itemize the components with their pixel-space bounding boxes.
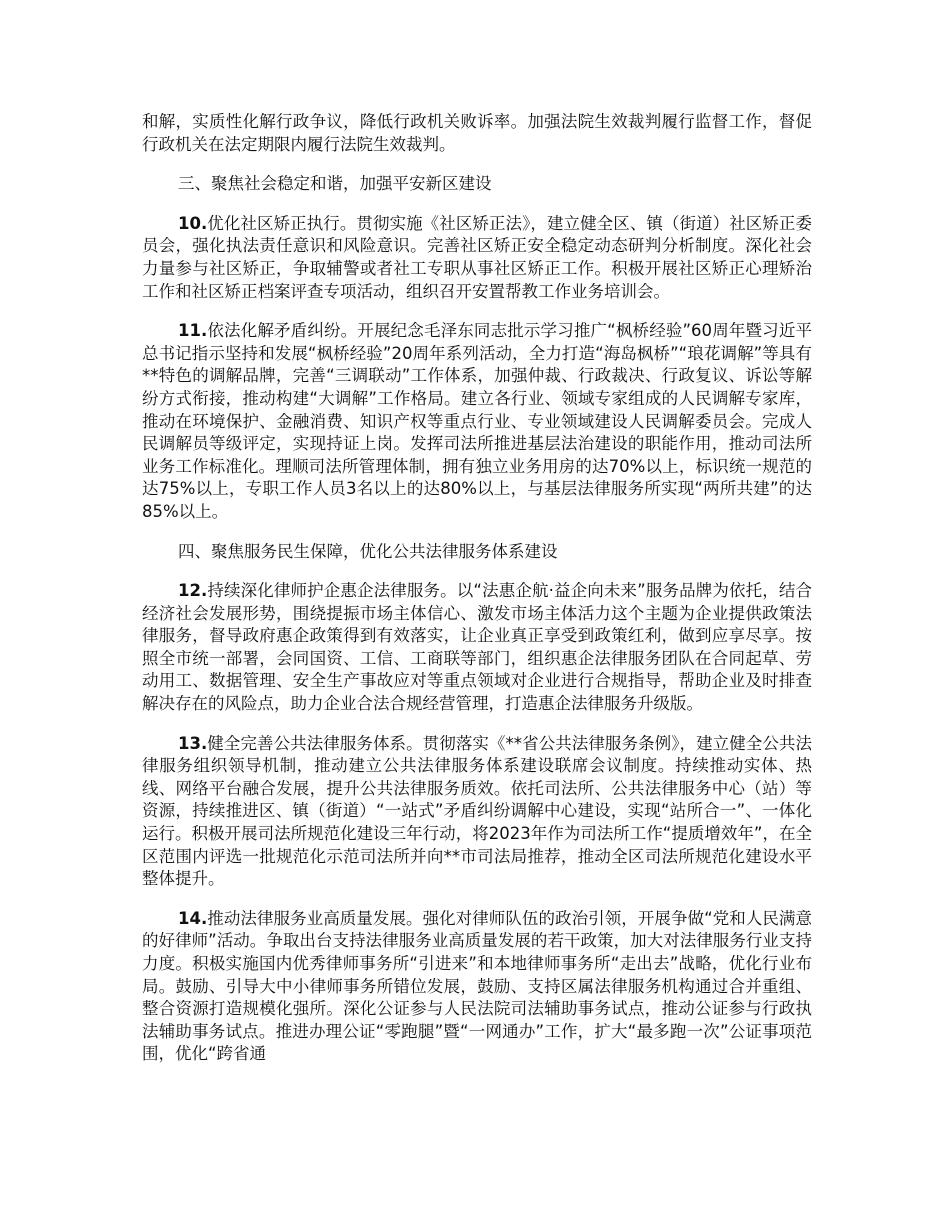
item-number: 12. <box>178 581 208 601</box>
item-number: 14. <box>178 908 208 928</box>
item-text: 健全完善公共法律服务体系。贯彻落实《**省公共法律服务条例》，建立健全公共法律服务组织领导机制，推动建立公共法律服务体系建设联席会议制度。持续推动实体、热线、网络平台融合发展，提升公共法律服务质效。依托司法所、公共法律服务中心（站）等资源，持续推进区、镇（街道）“一站式”矛盾纠纷调解中心建设，实现“站所合一”、一体化运行。积极开展司法所规范化建设三年行动，将2023年作为司法所工作“提质增效年”，在全区范围内评选一批规范化示范司法所并向**市司法局推荐，推动全区司法所规范化建设水平整体提升。 <box>142 733 812 889</box>
item-number: 11. <box>178 321 208 341</box>
continuation-paragraph: 和解，实质性化解行政争议，降低行政机关败诉率。加强法院生效裁判履行监督工作，督促行政机关在法定期限内履行法院生效裁判。 <box>142 112 812 154</box>
item-text: 依法化解矛盾纠纷。开展纪念毛泽东同志批示学习推广“枫桥经验”60周年暨习近平总书记指示坚持和发展“枫桥经验”20周年系列活动，全力打造“海岛枫桥”“琅花调解”等具有**特色的调解品牌，完善“三调联动”工作体系，加强仲裁、行政裁决、行政复议、诉讼等解纷方式衔接，推动构建“大调解”工作格局。建立各行业、领域专家组成的人民调解专家库，推动在环境保护、金融消费、知识产权等重点行业、专业领域建设人民调解委员会。完成人民调解员等级评定，实现持证上岗。发挥司法所推进基层法治建设的职能作用，推动司法所业务工作标准化。理顺司法所管理体制，拥有独立业务用房的达70%以上，标识统一规范的达75%以上，专职工作人员3名以上的达80%以上，与基层法律服务所实现“两所共建”的达85%以上。 <box>142 321 812 521</box>
item-13-paragraph <box>142 733 812 891</box>
item-11-paragraph <box>142 320 812 523</box>
item-10-paragraph <box>142 213 812 303</box>
item-text: 持续深化律师护企惠企法律服务。以“法惠企航·益企向未来”服务品牌为依托，结合经济社会发展形势，围绕提振市场主体信心、激发市场主体活力这个主题为企业提供政策法律服务，督导政府惠企政策得到有效落实，让企业真正享受到政策红利，做到应享尽享。按照全市统一部署，会同国资、工信、工商联等部门，组织惠企法律服务团队在合同起草、劳动用工、数据管理、安全生产事故应对等重点领域对企业进行合规指导，帮助企业及时排查解决存在的风险点，助力企业合法合规经营管理，打造惠企法律服务升级版。 <box>142 581 812 714</box>
item-number: 10. <box>178 213 208 233</box>
section-heading-4: 四、聚焦服务民生保障，优化公共法律服务体系建设 <box>178 541 558 561</box>
item-14-paragraph <box>142 908 812 1066</box>
document-page <box>142 111 812 1083</box>
item-number: 13. <box>178 733 208 753</box>
section-heading-3: 三、聚焦社会稳定和谐，加强平安新区建设 <box>178 174 492 194</box>
item-text: 优化社区矫正执行。贯彻实施《社区矫正法》，建立健全区、镇（街道）社区矫正委员会，强化执法责任意识和风险意识。完善社区矫正安全稳定动态研判分析制度。深化社会力量参与社区矫正，争取辅警或者社工专职从事社区矫正工作。积极开展社区矫正心理矫治工作和社区矫正档案评查专项活动，组织召开安置帮教工作业务培训会。 <box>142 213 812 301</box>
item-text: 推动法律服务业高质量发展。强化对律师队伍的政治引领，开展争做“党和人民满意的好律师”活动。争取出台支持法律服务业高质量发展的若干政策，加大对法律服务行业支持力度。积极实施国内优秀律师事务所“引进来”和本地律师事务所“走出去”战略，优化行业布局。鼓励、引导大中小律师事务所错位发展，鼓励、支持区属法律服务机构通过合并重组、整合资源打造规模化强所。深化公证参与人民法院司法辅助事务试点，推动公证参与行政执法辅助事务试点。推进办理公证“零跑腿”暨“一网通办”工作，扩大“最多跑一次”公证事项范围，优化“跨省通 <box>142 908 812 1064</box>
item-12-paragraph <box>142 580 812 716</box>
